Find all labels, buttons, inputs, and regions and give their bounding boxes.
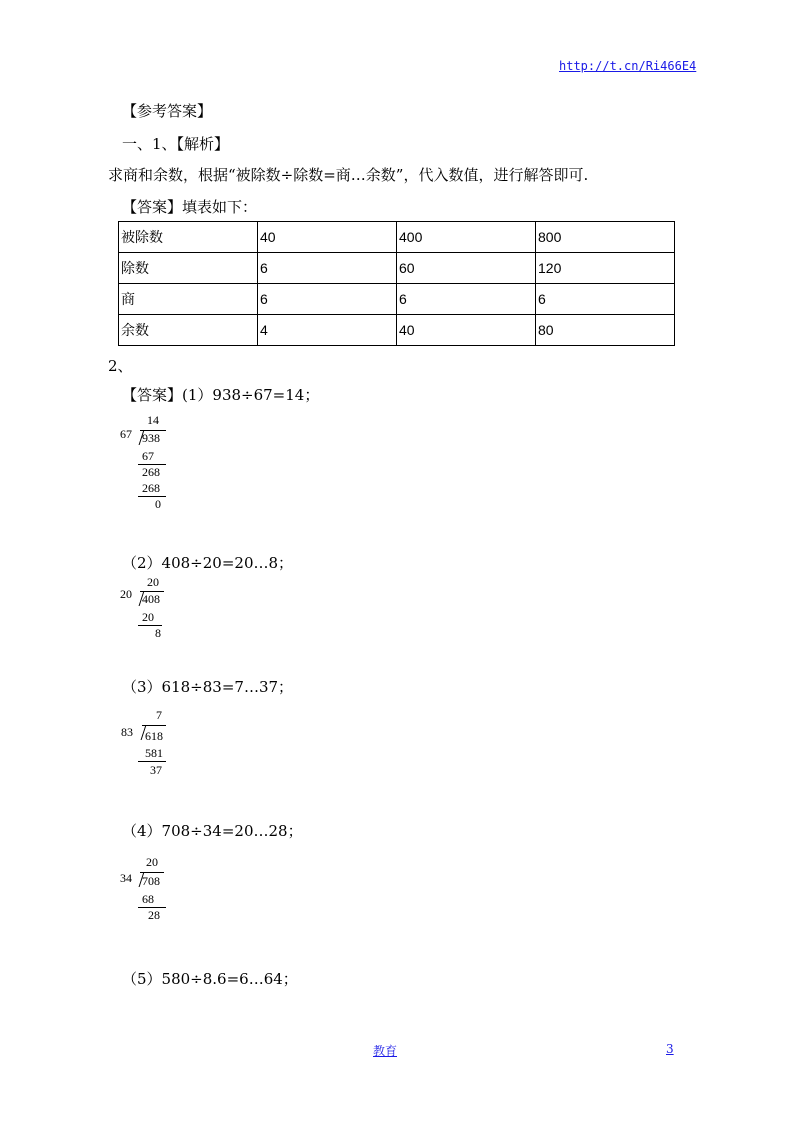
step-value: 8 <box>155 626 161 640</box>
table-row <box>119 315 675 346</box>
step-value: 268 <box>142 481 160 495</box>
step-value: 28 <box>148 908 160 922</box>
step-value: 67 <box>142 449 154 463</box>
table-cell: 40 <box>397 315 536 346</box>
step-line <box>138 761 166 762</box>
q1-explanation: 求商和余数，根据“被除数÷除数=商…余数”，代入数值，进行解答即可. <box>108 166 589 184</box>
quotient: 20 <box>146 855 158 869</box>
table-cell: 6 <box>258 284 397 315</box>
q1-answer-label: 【答案】填表如下： <box>122 198 258 216</box>
dividend: 408 <box>142 592 160 606</box>
table-cell: 400 <box>397 222 536 253</box>
table-row <box>119 284 675 315</box>
table-cell: 6 <box>258 253 397 284</box>
footer-link[interactable]: 教育 <box>373 1044 398 1058</box>
q2-item-4-text: （4）708÷34=20…28； <box>122 822 303 840</box>
step-value: 268 <box>142 465 160 479</box>
table-cell: 被除数 <box>119 222 258 253</box>
table-row <box>119 222 675 253</box>
q2-item-3-text: （3）618÷83=7…37； <box>122 678 294 696</box>
table-cell: 4 <box>258 315 397 346</box>
divisor: 83 <box>121 725 133 739</box>
step-value: 37 <box>150 763 162 777</box>
q1-label: 一、1、【解析】 <box>122 135 230 153</box>
table-cell: 80 <box>536 315 675 346</box>
quotient: 7 <box>156 708 162 722</box>
quotient: 14 <box>147 413 159 427</box>
q2-item-5-text: （5）580÷8.6=6…64； <box>122 970 298 988</box>
dividend: 618 <box>145 729 163 743</box>
table-cell: 余数 <box>119 315 258 346</box>
table-cell: 120 <box>536 253 675 284</box>
quotient: 20 <box>147 575 159 589</box>
table-cell: 800 <box>536 222 675 253</box>
q2-item-1-text: 【答案】(1）938÷67=14； <box>122 386 320 404</box>
table-cell: 6 <box>536 284 675 315</box>
step-value: 0 <box>155 497 161 511</box>
table-cell: 6 <box>397 284 536 315</box>
section-title: 【参考答案】 <box>122 102 213 120</box>
dividend: 938 <box>142 431 160 445</box>
table-cell: 商 <box>119 284 258 315</box>
divisor: 34 <box>120 871 132 885</box>
step-line <box>138 496 166 497</box>
long-division-4 <box>118 855 178 925</box>
table-cell: 60 <box>397 253 536 284</box>
long-division-3 <box>118 708 178 778</box>
long-division-1 <box>118 413 178 513</box>
step-value: 581 <box>145 746 163 760</box>
divisor: 20 <box>120 587 132 601</box>
q2-item-2-text: （2）408÷20=20…8； <box>122 554 294 572</box>
step-value: 20 <box>142 610 154 624</box>
q2-label: 2、 <box>108 357 133 375</box>
divisor: 67 <box>120 427 132 441</box>
table-cell: 除数 <box>119 253 258 284</box>
table-row <box>119 253 675 284</box>
step-value: 68 <box>142 892 154 906</box>
table-cell: 40 <box>258 222 397 253</box>
answer-table <box>118 221 675 346</box>
long-division-2 <box>118 575 178 645</box>
page-number: 3 <box>666 1042 674 1056</box>
header-url-link[interactable]: http://t.cn/Ri466E4 <box>559 59 697 73</box>
dividend: 708 <box>142 874 160 888</box>
